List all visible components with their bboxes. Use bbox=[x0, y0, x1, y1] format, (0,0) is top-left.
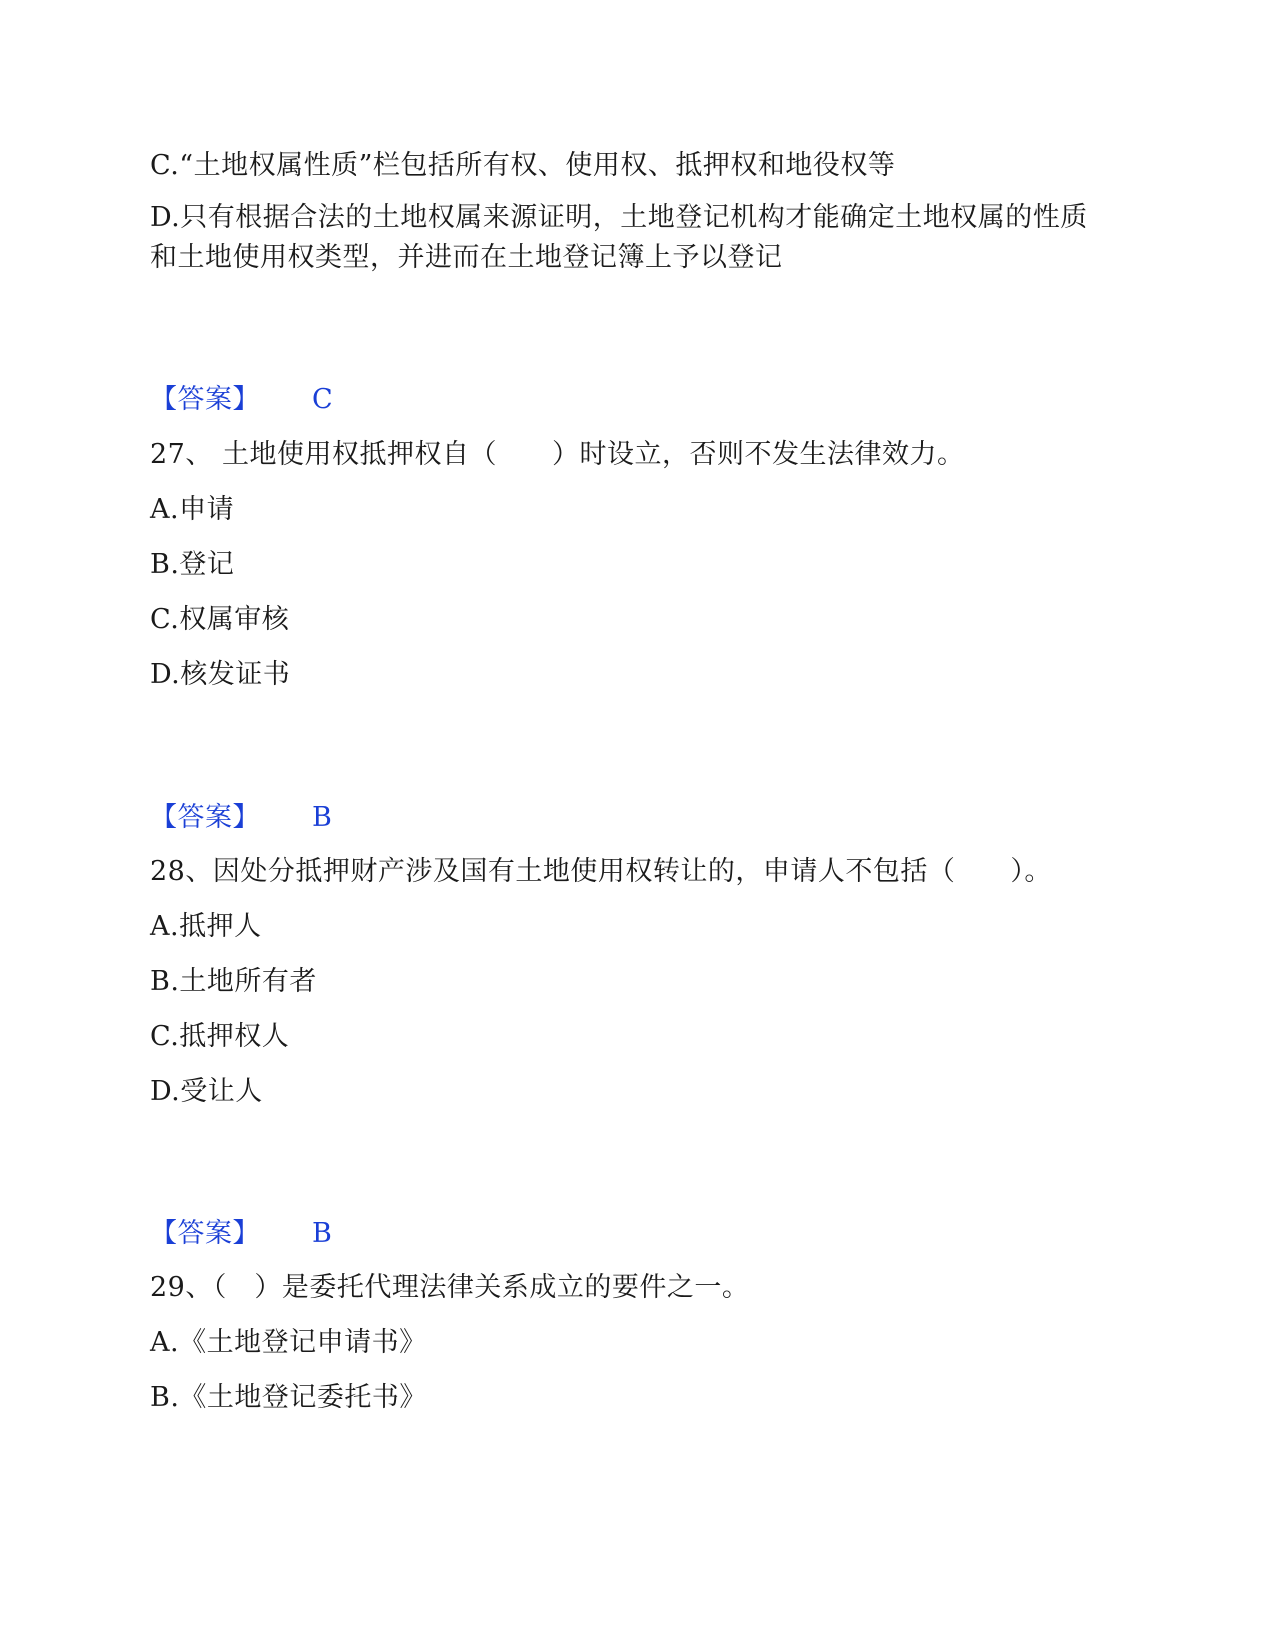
q28-option-c: C.抵押权人 bbox=[150, 1021, 290, 1052]
q26-option-c: C.“土地权属性质”栏包括所有权、使用权、抵押权和地役权等 bbox=[150, 150, 896, 181]
q27-option-b: B.登记 bbox=[150, 549, 235, 580]
q26-option-d: D.只有根据合法的土地权属来源证明，土地登记机构才能确定土地权属的性质和土地使用权类型，并进而在土地登记簿上予以登记 bbox=[150, 202, 1088, 273]
q26-answer bbox=[150, 380, 333, 420]
q28-answer bbox=[150, 1214, 332, 1254]
q29-option-b: B.《土地登记委托书》 bbox=[150, 1382, 427, 1413]
q27-stem: 27、 土地使用权抵押权自（ ）时设立，否则不发生法律效力。 bbox=[150, 439, 965, 470]
answer-value: B bbox=[312, 802, 333, 833]
q27-option-c: C.权属审核 bbox=[150, 604, 290, 635]
q28-option-a: A.抵押人 bbox=[150, 911, 262, 942]
answer-label: 【答案】 bbox=[150, 1218, 260, 1249]
answer-value: B bbox=[312, 1218, 333, 1249]
q29-option-a: A.《土地登记申请书》 bbox=[150, 1327, 427, 1358]
q28-stem: 28、因处分抵押财产涉及国有土地使用权转让的，申请人不包括（ ）。 bbox=[150, 856, 1052, 887]
answer-label: 【答案】 bbox=[150, 802, 260, 833]
answer-value: C bbox=[312, 384, 334, 415]
answer-label: 【答案】 bbox=[150, 384, 260, 415]
q27-option-a: A.申请 bbox=[150, 494, 235, 525]
q27-option-d: D.核发证书 bbox=[150, 659, 291, 690]
q28-option-d: D.受让人 bbox=[150, 1076, 263, 1107]
q27-answer bbox=[150, 798, 332, 838]
q28-option-b: B.土地所有者 bbox=[150, 966, 317, 997]
q29-stem: 29、（ ）是委托代理法律关系成立的要件之一。 bbox=[150, 1272, 750, 1303]
